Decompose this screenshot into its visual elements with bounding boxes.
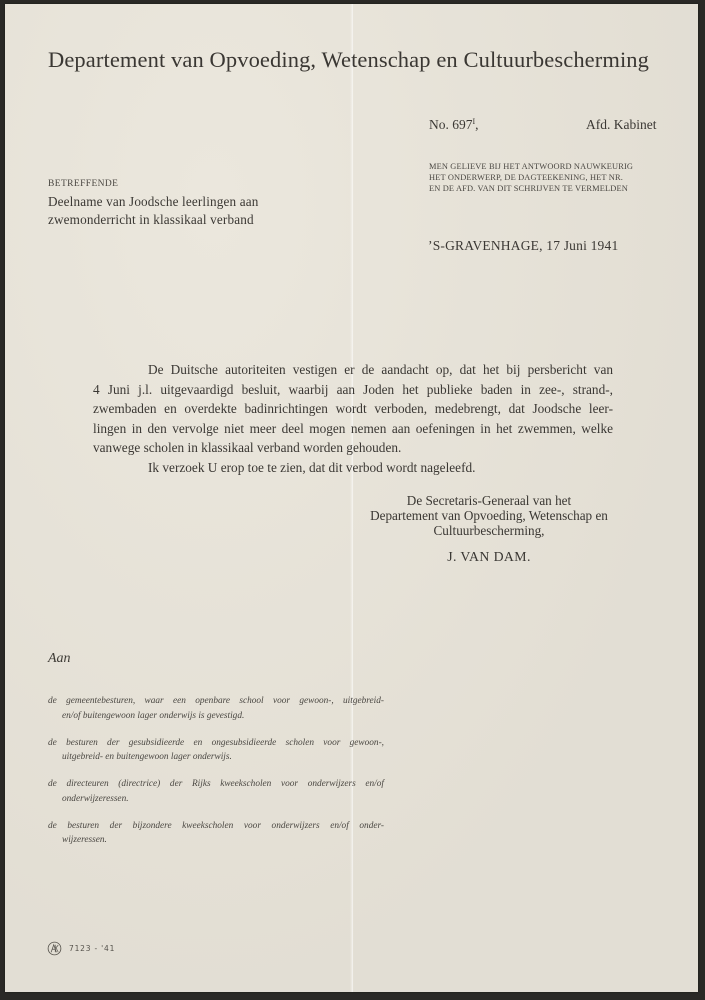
letterhead-department: Departement van Opvoeding, Wetenschap en Cultuurbescherming: [48, 47, 649, 72]
signature-block: [350, 493, 628, 564]
addressee-item: [48, 736, 384, 765]
addressee-item: [48, 694, 384, 723]
printer-monogram-icon: [47, 941, 62, 956]
body-line: Ik verzoek U erop toe te zien, dat dit verbod wordt nageleefd.: [148, 459, 476, 475]
signature-title-line: Cultuurbescherming,: [433, 523, 545, 538]
addressee-line: de besturen der bijzondere kweekscholen voor onderwijzers en/of onder-: [48, 820, 384, 831]
instruction-line: MEN GELIEVE BIJ HET ANTWOORD NAUWKEURIG: [429, 162, 634, 171]
subject-line: zwemonderricht in klassikaal verband: [48, 211, 254, 227]
body-line: vanwege scholen in klassikaal verband worden gehouden.: [93, 440, 402, 455]
instruction-line: EN DE AFD. VAN DIT SCHRIJVEN TE VERMELDEN: [429, 184, 628, 193]
addressee-line: de gemeentebesturen, waar een openbare school voor gewoon-, uitgebreid-: [48, 696, 384, 706]
body-line: De Duitsche autoriteiten vestigen er de aandacht op, dat het bij persbericht van: [148, 362, 613, 377]
reference-number-prefix: No. 697: [429, 117, 473, 132]
addressee-line: de directeuren (directrice) der Rijks kweekscholen voor onderwijzers en/of: [48, 779, 384, 789]
printer-code: 7123 - '41: [69, 944, 116, 953]
division-label: Afd. Kabinet: [586, 117, 657, 132]
addressee-line: wijzeressen.: [62, 835, 107, 845]
place-and-date: ’S-GRAVENHAGE, 17 Juni 1941: [428, 238, 619, 253]
addressee-list: [48, 694, 384, 860]
addressee-line: de besturen der gesubsidieerde en ongesubsidieerde scholen voor gewoon-,: [48, 737, 384, 748]
body-line: lingen in den vervolge niet meer deel mogen nemen aan oefeningen in het zwemmen, welke: [93, 420, 613, 436]
addressee-item: [48, 819, 384, 848]
addressees-label: Aan: [48, 651, 71, 666]
signer-name: J. VAN DAM.: [447, 549, 531, 564]
body-line: 4 Juni j.l. uitgevaardigd besluit, waarbij aan Joden het publieke baden in zee-, strand-,: [93, 381, 613, 397]
letter-body: [93, 360, 613, 477]
reply-instruction: [429, 161, 659, 194]
signature-title-line: De Secretaris-Generaal van het: [406, 493, 572, 508]
signature-title-line: Departement van Opvoeding, Wetenschap en: [370, 508, 608, 523]
printer-mark: [47, 941, 115, 956]
addressee-line: onderwijzeressen.: [62, 793, 129, 804]
body-line: zwembaden en overdekte badinrichtingen wordt verboden, medebrengt, dat Joodsche leer-: [93, 401, 613, 416]
addressee-line: en/of buitengewoon lager onderwijs is gevestigd.: [62, 710, 245, 721]
reference-number-suffix: ,: [475, 117, 479, 132]
addressee-line: uitgebreid- en buitengewoon lager onderwijs.: [62, 752, 232, 762]
addressee-item: [48, 777, 384, 806]
reference-number: [429, 117, 479, 133]
subject-line: Deelname van Joodsche leerlingen aan: [48, 194, 259, 209]
subject-text: [48, 193, 258, 228]
reference-number-superscript: I: [472, 117, 476, 126]
instruction-line: HET ONDERWERP, DE DAGTEEKENING, HET NR.: [429, 173, 623, 182]
subject-label: BETREFFENDE: [48, 179, 119, 189]
